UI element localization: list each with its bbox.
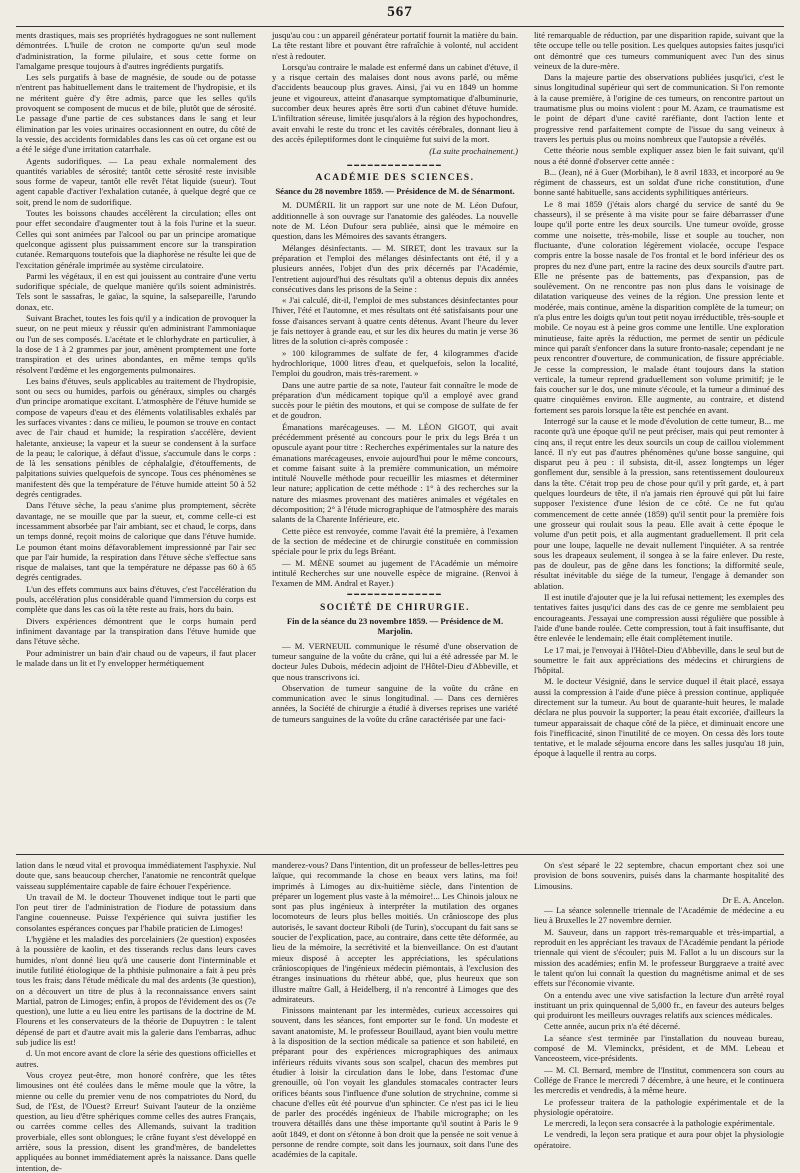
paragraph: On a entendu avec une vive satisfaction la lecture d'un arrêté royal instituant un prix quinquennal de 5,000 fr., en faveur des auteurs belges qui produiront les meilleurs ouvrages relatifs aux sciences médicales.: [534, 989, 784, 1021]
paragraph: Agents sudorifiques. — La peau exhale normalement des quantités variables de sérosité; tantôt cette sérosité reste invisible sous forme de vapeur, tantôt elle revêt l'état liquide (sueur). Tout agent capable d'activer l'exhalation cutanée, à quelque degré que ce soit, prend le nom de sudorifique.: [16, 155, 256, 207]
page-number-value: 567: [387, 4, 413, 20]
paragraph: Interrogé sur la cause et le mode d'évolution de cette tumeur, B... me raconte qu'à une époque qu'il ne peut préciser, mais qui peut remonter à cinq ans, il reçut entre les deux sourcils un coup de caillou violemment lancé. Il n'y eut pas d'autres phénomènes qu'une bosse sanguine, qui disparut peu à peu : il subsista, dit-il, assez longtemps un léger gonflement dur, sensible à la pression, sans retentissement douloureux dans la tête. C'était trop peu de chose pour qu'il y prît garde, et, à part quelques lourdeurs de tête, il n'a jamais rien éprouvé qui pût lui faire supposer l'existence d'une lésion de ce côté. Ce ne fut qu'au commencement de cette année (1859) qu'il sentit pour la première fois une grosseur qui roulait sous la peau. Elle avait à cette époque le volume d'un petit pois, et alla augmentant graduellement. Il prit cela pour une loupe, laquelle ne devait nullement l'inquiéter. A sa rentrée sous les drapeaux seulement, il songea à se la faire enlever. Du reste, pas de douleur, pas de gêne dans les fonctions; la difformité seule, résultat inévitable du siége de la tumeur, l'engage à demander son ablation.: [534, 415, 784, 591]
academy-paragraphs: [272, 200, 518, 588]
paragraph: — La séance solennelle triennale de l'Académie de médecine a eu lieu à Bruxelles le 27 novembre dernier.: [534, 905, 784, 926]
paragraph: Le professeur traitera de la pathologie expérimentale et de la physiologie opératoire.: [534, 1096, 784, 1117]
paragraph: Le 8 mai 1859 (j'étais alors chargé du service de santé du 9e chasseurs), il se présente à ma visite pour se faire débarrasser d'une loupe qu'il porte entre les deux sourcils. Une tumeur ovoïde, grosse comme une noisette, très-mobile, lisse et souple au toucher, non fluctuante, d'une coloration légèrement violacée, occupe l'espace compris entre la bosse nasale de l'os frontal et le bord inférieur des os propres du nez d'une part, entre la racine des deux sourcils d'autre part. Elle ne présente pas de battements, pas d'expansion, pas de soulèvement. On ne rencontre pas non plus dans le voisinage de dilatation variqueuse des veines de la région. Une pression lente et modérée, mais continue, amène la disparition complète de la tumeur; on n'a plus entre les doigts qu'un tout petit noyau irréductible, très-souple et mobile. Ce noyau est à peine gros comme une lentille. Une exploration minutieuse, faite après la réduction, me permet de sentir un pédicule mince qui paraît s'enfoncer dans la suture fronto-nasale; cependant je ne peux rencontrer d'ouverture, de communication, de fissure appréciable. Je cesse la compression, le malade étant toujours dans la station verticale, la tumeur reprend graduellement son volume primitif; je le fais coucher sur le dos, une minute s'écoule, et la tumeur a diminué des quatre cinquièmes environ. Elle augmente, au contraire, et distend fortement ses parois lorsque la tête est penchée en avant.: [534, 198, 784, 415]
paragraph: M. Sauveur, dans un rapport très-remarquable et très-impartial, a reproduit en les appréciant les travaux de l'Académie pendant la période triennale qui vient de s'écouler; puis M. Fallot a lu un discours sur la mission des académies; enfin M. le professeur Burggraeve a traité avec le talent qu'on lui connaît la question du magnétisme animal et de ses effets sur l'économie vivante.: [534, 926, 784, 989]
paragraph: Vous croyez peut-être, mon honoré confrère, que les têtes limousines ont été coulées dans le même moule que la vôtre, la mienne ou celle du premier venu de nos compatriotes du Nord, du Sud, de l'Est, de l'Ouest? Erreur! Suivant l'auteur de la onzième question, au lieu d'être sphériques comme celles des autres Français, ou carrées comme celles des Allemands, suivant la tradition proverbiale, elles sont oblongues; le crâne fuyant s'est développé en arrière, sous la pression, disent les grand'mères, de bandelettes appliquées au bonnet immédiatement après la naissance. Dans quelle intention, de-: [16, 1069, 256, 1173]
paragraph: Pour administrer un bain d'air chaud ou de vapeurs, il faut placer le malade dans un lit et l'y envelopper hermétiquement: [16, 647, 256, 668]
paragraph: L'hygiène et les maladies des porcelainiers (2e question) exposées à la poussière de kaolin, et des tisserands reclus dans leurs caves humides, n'ont donné lieu qu'à une causerie dont l'interminable et inutile futilité étiologique de la phthisie pulmonaire a fait à peu près tous les frais; dans l'étude médicale du mal des ardents (3e question), on a découvert un titre de plus à la reconnaissance envers saint Martial, patron de Limoges; enfin, à propos de l'évidement des os (7e question), une lutte a eu lieu entre les partisans de la doctrine de M. Flourens et les conservateurs de la théorie de Dupuytren : le talent dépensé de part et d'autre avait mis la galerie dans l'embarras, adhuc sub judice lis est!: [16, 934, 256, 1048]
paragraph: L'un des effets communs aux bains d'étuves, c'est l'accélération du pouls, accélération plus considérable quand l'immersion du corps est complète que dans les cas où la tête reste au frais, hors du bain.: [16, 583, 256, 615]
bottom-column-3: [534, 860, 784, 1166]
paragraph: M. DUMÉRIL lit un rapport sur une note de M. Léon Dufour, additionnelle à son ouvrage sur l'anatomie des galéodes. La nouvelle note de M. Léon Dufour sera publiée, ainsi que le mémoire en question, dans les Mémoires des savants étrangers.: [272, 200, 518, 242]
paragraph: Cette année, aucun prix n'a été décerné.: [544, 1021, 681, 1032]
paragraph: On s'est séparé le 22 septembre, chacun emportant chez soi une provision de bons souvenirs, puisés dans la charmante hospitalité des Limousins.: [534, 860, 784, 891]
academy-heading: ACADÉMIE DES SCIENCES.: [315, 172, 475, 183]
bottom-col2-text: [272, 860, 518, 1160]
paragraph: Un travail de M. le docteur Thouvenet indique tout le parti que l'on peut tirer de l'administration de l'iodure de potassium dans l'angine couenneuse. Puisse l'expérience qui suivra justifier les consolantes espérances conçues par l'habile praticien de Limoges!: [16, 891, 256, 933]
paragraph: Cette pièce est renvoyée, comme l'avait été la première, à l'examen de la section de médecine et de chirurgie constituée en commission spéciale pour le prix du legs Bréant.: [272, 525, 518, 557]
paragraph: Émanations marécageuses. — M. LÉON GIGOT, qui avait précédemment présenté au concours pour le prix du legs Bréa t un opuscule ayant pour titre : Recherches expérimentales sur la nature des émanations marécageuses, envoie aujourd'hui pour le même concours, et comme faisant suite à la première communication, un mémoire intitulé Nouvelle méthode pour recueillir les miasmes et déterminer leur nature; application de cette méthode : 1° à des recherches sur la nature des miasmes provenant des matières animales et végétales en décomposition; 2° à l'étude micrographique de l'atmosphère des marais salants de la Charente Inférieure, etc.: [272, 421, 518, 525]
paragraph: B... (Jean), né à Guer (Morbihan), le 8 avril 1833, et incorporé au 9e régiment de chasseurs, est un soldat d'une riche constitution, d'une bonne santé habituelle, sans accidents syphilitiques antérieurs.: [534, 166, 784, 198]
paragraph: Divers expériences démontrent que le corps humain perd infiniment davantage par la transpiration dans l'étuve humide que dans l'étuve sèche.: [16, 615, 256, 647]
paragraph: — M. VERNEUIL communique le résumé d'une observation de tumeur sanguine de la voûte du crâne, qui lui a été adressée par M. le docteur Jules Dubois, médecin adjoint de l'Hôtel-Dieu d'Abbeville, et que nous transcrivons ici.: [272, 640, 518, 682]
paragraph: Dans la majeure partie des observations publiées jusqu'ici, c'est le sinus longitudinal supérieur qui sert de communication. Si l'on remonte à la cause première, à l'origine de ces tumeurs, on rencontre partout un traumatisme plus ou moins violent : pour M. Azam, ce traumatisme est le point de départ d'une cavité raréfiante, dont l'action lente et progressive rend parfaitement compte de l'issue du sang veineux à travers les pertuis plus ou moins nombreux que l'autopsie a révélés.: [534, 72, 784, 144]
paragraph: Suivant Brachet, toutes les fois qu'il y a indication de provoquer la sueur, on ne peut mieux y réussir qu'en administrant l'ammoniaque ou l'un de ses composés. L'acétate et le chlorhydrate en particulier, à la dose de 1 à 2 grammes par jour, amènent promptement une forte transpiration et des urines abondantes, en même temps qu'ils résolvent l'œdème et les engorgements pulmonaires.: [16, 313, 256, 375]
paragraph: Mélanges désinfectants. — M. SIRET, dont les travaux sur la préparation et l'emploi des mélanges désinfectants ont été, il y a plusieurs années, l'objet d'un des prix décernés par l'Académie, l'entretient aujourd'hui des résultats qu'il a obtenus depuis dix années consécutives dans les prisons de la Seine :: [272, 242, 518, 294]
surgery-paragraphs: [272, 641, 518, 724]
paragraph: Les sels purgatifs à base de magnésie, de soude ou de potasse n'entrent pas habituellement dans le traitement de l'hydropisie, et ils ne méritent guère d'y être admis, parce que les selles qu'ils provoquent se composent de mucus et de bile, plutôt que de sérosité. Le passage d'une partie de ces substances dans le sang et leur élimination par les voies urinaires occasionnent en outre, du côté de la vessie, des accidents formidables dans les cas où cet organe est ou a été le siége d'une irritation catarrhale.: [16, 72, 256, 155]
bottom-col3-text: [534, 860, 784, 891]
paragraph: M. le docteur Vésignié, dans le service duquel il était placé, essaya aussi la compression à l'aide d'une pièce à pression continue, appliquée directement sur la tumeur. Au bout de quarante-huit heures, le malade déclara ne plus pouvoir la supporter; la peau était excoriée, d'ailleurs la tumeur apparaissait de chaque côté de la pièce, et diminuait encore une fois l'inefficacité, sinon l'inutilité de ce moyen. On cessa dès lors toute tentative, et le malade séjourna encore dans les salles jusqu'au 18 juin, époque à laquelle il rentra au corps.: [534, 676, 784, 759]
paragraph: ments drastiques, mais ses propriétés hydragogues ne sont nullement démontrées. L'huile de croton ne comporte qu'un seul mode d'administration, la forme pilulaire, et sous cette forme on l'amalgame presque toujours à d'autres ingrédients purgatifs.: [16, 30, 256, 71]
paragraph: Cette théorie nous semble expliquer assez bien le fait suivant, qu'il nous a été donné d'observer cette année :: [534, 145, 784, 166]
paragraph: — M. Cl. Bernard, membre de l'Institut, commencera son cours au Collége de France le mercredi 7 décembre, à une heure, et le continuera les mercredis et vendredis, à la même heure.: [534, 1064, 784, 1096]
bottom-column-2: [272, 860, 518, 1166]
bottom-col1-text: [16, 860, 256, 1173]
article-paragraph: Lorsqu'au contraire le malade est enfermé dans un cabinet d'étuve, il y a risque certain des malaises dont nous avons parlé, ou même d'accidents beaucoup plus graves. Ainsi, j'ai vu en 1849 un homme jeune et vigoureux, atteint d'anasarque symptomatique d'albuminurie, succomber deux heures après être sorti d'un cabinet d'étuve humide. L'infiltration séreuse, limitée jusqu'alors à la région des hypochondres, avait envahi le reste du tronc et les cavités cérébrales, donnant lieu à des accès épileptiformes dont le cinquième fut suivi de la mort.: [272, 61, 518, 144]
section-rule: [16, 854, 784, 855]
paragraph: Le vendredi, la leçon sera pratique et aura pour objet la physiologie opératoire.: [534, 1129, 784, 1150]
paragraph: » 100 kilogrammes de sulfate de fer, 4 kilogrammes d'acide hydrochlorique, 1000 litres d'eau, et quelquefois, selon la localité, l'emploi du goudron, mais très-rarement. »: [272, 347, 518, 379]
top-col3-text: [534, 30, 784, 759]
paragraph: La séance s'est terminée par l'installation du nouveau bureau, composé de M. Vleminckx, président, et de MM. Lebeau et Vanceosteem, vice-présidents.: [534, 1032, 784, 1064]
paragraph: Toutes les boissons chaudes accélèrent la circulation; elles ont pour effet secondaire d'augmenter tout à la fois l'urine et la sueur. Celles qui sont animées par l'alcool ou par un principe aromatique quelconque agissent plus puissamment encore sur la transpiration cutanée. Remarquons toutefois que la diaphorèse ne résulte lei que de l'excitation générale imprimée au système circulatoire.: [16, 208, 256, 270]
paragraph: Les bains d'étuves, seuls applicables au traitement de l'hydropisie, sont ou secs ou humides, parfois ou généraux, simples ou chargés d'un principe aromatique excitant. L'atmosphère de l'étuve humide se compose de vapeurs d'eau et des éléments volatilisables exhalés par les surfaces vivantes : dans ce milieu, le poumon se trouve en contact avec de l'air chaud et humide; la respiration s'accélère, devient haletante, anxieuse; la vapeur et la sueur se condensent à la surface de la peau; le calorique, à défaut d'issue, s'accumule dans le corps : de là les sensations pénibles de céphalalgie, d'étouffements, de palpitations suivies quelquefois de syncope. Tous ces phénomènes se manifestent dès que la température de l'étuve humide atteint 50 à 52 degrés centigrades.: [16, 375, 256, 500]
surgery-session: Fin de la séance du 23 novembre 1859. — Présidence de M. Marjolin.: [286, 616, 504, 637]
academy-session: Séance du 28 novembre 1859. — Présidence de M. de Sénarmont.: [275, 186, 515, 197]
section-divider: ━━━━━━━━━━━━━━: [347, 590, 443, 600]
paragraph: Parmi les végétaux, il en est qui jouissent au contraire d'une vertu sudorifique spéciale, de quelque manière qu'ils soient administrés. Tels sont le sassafras, le gaïac, la squine, la salsepareille, l'arundo donax, etc.: [16, 270, 256, 312]
paragraph: Observation de tumeur sanguine de la voûte du crâne en communication avec le sinus longitudinal. — Dans ces dernières années, la Société de chirurgie a étudié à diverses reprises une variété de tumeurs sanguines de la voûte du crâne caractérisée par une faci-: [272, 682, 518, 724]
top-column-3: [534, 30, 784, 850]
paragraph: lation dans le nœud vital et provoqua immédiatement l'asphyxie. Nul doute que, sans beaucoup chercher, l'anatomie ne rencontrât quelque vaisseau supplémentaire capable de faire échouer l'expérience.: [16, 860, 256, 891]
to-be-continued: (La suite prochainement.): [429, 146, 518, 157]
bottom-col3-news: [534, 905, 784, 1150]
paragraph: Dans l'étuve sèche, la peau s'anime plus promptement, sécrète davantage, ne se mouille que par la sueur, et, comme celle-ci est incessamment absorbée par l'air ambiant, sec et chaud, le corps, dans un temps donné, reçoit moins de calorique que dans l'étuve humide. Le poumon étant moins défavorablement impressionné par l'air sec que par l'air humide, la respiration dans l'étuve sèche s'effectue sans risque de malaises, tant que la température ne dépasse pas 60 à 65 degrés centigrades.: [16, 500, 256, 583]
header-rule: [16, 26, 784, 27]
bottom-column-1: [16, 860, 256, 1173]
top-col1-text: [16, 30, 256, 668]
paragraph: manderez-vous? Dans l'intention, dit un professeur de belles-lettres peu laïque, qui recommande la chose en beaux vers latins, ma foi! imprimés à Limoges au dix-huitième siècle, dans l'intention de préparer un logement plus vaste à la mémoire!... Les Chinois jaloux ne sont pas plus ingénieux à interpréter la mutilation des organes locomoteurs de leurs plus belles moitiés. Un crânioscope des plus autorisés, le savant docteur Riboli (de Turin), s'occupant du fait sans se soucier de l'explication, pace, au contraire, dans cette tête déformée, au lieu de la mémoire, la secrétivité et la bienveillance. On est d'autant mieux disposé à accepter les appréciations, les spéculations crânioscopiques de l'ingénieux médecin piémontais, à l'exclusion des étranges insinuations du rhéteur abbé, que, plus heureux que son illustre maître Gall, à Heidelberg, il n'a rencontré à Limoges que des admirateurs.: [272, 860, 518, 1004]
paragraph: d. Un mot encore avant de clore la série des questions officielles et autres.: [16, 1048, 256, 1069]
article-continuation: jusqu'au cou : un appareil générateur portatif fournit la matière du bain. La tête restant libre et pouvant être rafraîchie à volonté, nul accident n'est à redouter.: [272, 30, 518, 61]
paragraph: lité remarquable de réduction, par une disparition rapide, suivant que la tête occupe telle ou telle position. Les quelques autopsies faites jusqu'ici ont démontré que ces tumeurs communiquent avec l'un des sinus veineux de la dure-mère.: [534, 30, 784, 71]
top-column-2: [272, 30, 518, 850]
paragraph: Le mercredi, la leçon sera consacrée à la pathologie expérimentale.: [544, 1118, 775, 1129]
paragraph: « J'ai calculé, dit-il, l'emploi de mes substances désinfectantes pour l'hiver, l'été et l'automne, et mes résultats ont été satisfaisants pour une fosse d'aisances servant à quatre cents détenus. Avant l'heure du lever je fais nettoyer à grande eau, et sur les dix heures du matin je verse 36 litres de la solution ci-après composée :: [272, 295, 518, 347]
surgery-heading: SOCIÉTÉ DE CHIRURGIE.: [319, 602, 470, 613]
paragraph: Dans une autre partie de sa note, l'auteur fait connaître le mode de préparation d'un médicament topique qu'il a employé avec grand succès pour le piétin des moutons, et qui se compose de sulfate de fer et de goudron.: [272, 379, 518, 421]
paragraph: Finissons maintenant par les intermèdes, curieux accessoires qui souvent, dans les séances, font emporter sur le fond. Un modeste et savant anatomiste, M. le professeur Bouillaud, ayant bien voulu mettre à la disposition de la section médicale sa patience et son habileté, en préparant pour des expériences micrographiques des animaux inférieurs réduits vivants sous son scalpel, chacun des membres put étudier à loisir la circulation dans le lobe, dans l'estomac d'une grenouille, où l'on voyait les glandules stomacales contracter leurs orifices béants sous l'influence d'une solution de strychnine, comme si chacune d'elles eût été pourvue d'un sphincter. Ce n'est pas ici le lieu de parler des procédés ingénieux de l'habile micrographe; on les trouvera détaillés dans une thèse importante qu'il soutint à Paris le 9 août 1849, et dont on s'étonne à bon droit que la pensée ne soit venue à personne de rendre compte, soit dans les journaux, soit dans l'une des académies de la capitale.: [272, 1005, 518, 1160]
signature: Dr E. A. Ancelon.: [722, 894, 784, 905]
paragraph: — M. MÈNE soumet au jugement de l'Académie un mémoire intitulé Recherches sur une nouvelle espèce de migraine. (Renvoi à l'examen de MM. Andral et Rayer.): [272, 557, 518, 589]
paragraph: Il est inutile d'ajouter que je la lui refusai nettement; les exemples des tentatives faites jusqu'ici dans des cas de ce genre me semblaient peu encourageants. J'essayai une compression aussi régulière que possible à l'aide d'une bande roulée. Cette compression, tout à fait insuffisante, dut être enlevée le lendemain; elle était complètement inutile.: [534, 592, 784, 644]
top-column-1: [16, 30, 256, 850]
section-divider: ━━━━━━━━━━━━━━: [347, 160, 443, 170]
page-number: [0, 4, 800, 24]
paragraph: Le 17 mai, je l'envoyai à l'Hôtel-Dieu d'Abbeville, dans le seul but de soumettre le fait aux appréciations des médecins et chirurgiens de l'hôpital.: [534, 644, 784, 676]
